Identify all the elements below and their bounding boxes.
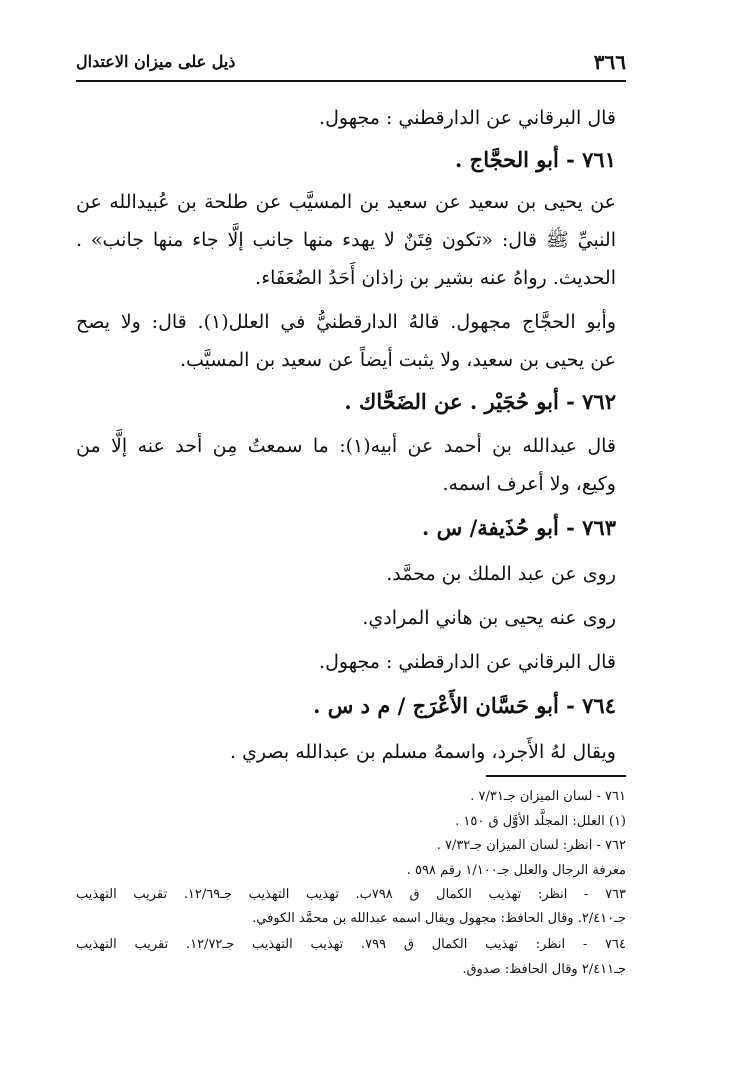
text-line: قال البرقاني عن الدارقطني : مجهول. — [319, 107, 616, 129]
text-line: وكيع، ولا أعرف اسمه. — [442, 473, 616, 495]
text-line: وأبو الحجَّاج مجهول. قالهُ الدارقطنيُّ في العلل(١). قال: ولا يصح — [76, 311, 616, 333]
footnote-line: ٧٦٢ - انظر: لسان الميزان جـ٧/٣٢ . — [436, 838, 626, 853]
text-line: الحديث. رواهُ عنه بشير بن زاذان أَحَدُ الضُعَفَاء. — [255, 267, 616, 289]
footnote-line: (١) العلل: المجلَّد الأوَّل ق ١٥٠ . — [455, 814, 626, 829]
main-text — [76, 99, 616, 771]
footnote-line: جـ٢/٤١٠. وقال الحافظ: مجهول ويقال اسمه عبدالله بن محمَّد الكوفي. — [252, 911, 626, 926]
page-header — [76, 46, 626, 82]
text-line: قال البرقاني عن الدارقطني : مجهول. — [319, 651, 616, 673]
text-line: روى عن عبد الملك بن محمَّد. — [386, 563, 616, 585]
text-line: النبيِّ ﷺ قال: «تكون فِتَنٌ لا يهدء منها جانب إلَّا جاء منها جانب» . — [76, 229, 616, 251]
text-line: ويقال لهُ الأَجرد، واسمهُ مسلم بن عبدالله بصري . — [229, 741, 616, 763]
page-number: ٣٦٦ — [593, 50, 626, 74]
footnote-line: معرفة الرجال والعلل جـ١/١٠٠ رقم ٥٩٨ . — [406, 863, 626, 878]
running-title: ذيل على ميزان الاعتدال — [76, 52, 236, 71]
text-line: عن يحيى بن سعيد، ولا يثبت أيضاً عن سعيد بن المسيَّب. — [179, 349, 616, 371]
entry-764-title: ٧٦٤ - أبو حَسَّان الأَعْرَج / م د س . — [313, 693, 616, 718]
footnote-line: ٧٦١ - لسان الميزان جـ٧/٣١ . — [470, 789, 626, 804]
footnote-line: جـ٢/٤١١ وقال الحافظ: صدوق. — [462, 962, 626, 977]
text-line: روى عنه يحيى بن هاني المرادي. — [362, 607, 616, 629]
text-line: قال عبدالله بن أحمد عن أبيه(١): ما سمعتُ مِن أحد عنه إلَّا من — [76, 435, 616, 457]
entry-762-title: ٧٦٢ - أبو حُجَيْر . عن الضَحَّاك . — [344, 389, 616, 414]
text-line: عن يحيى بن سعيد عن سعيد بن المسيَّب عن طلحة بن عُبيدالله عن — [76, 191, 616, 213]
footnote-line: ٧٦٤ - انظر: تهذيب الكمال ق ٧٩٩. تهذيب التهذيب جـ١٢/٧٢. تقريب التهذيب — [76, 937, 626, 952]
entry-761-title: ٧٦١ - أبو الحجَّاج . — [455, 147, 616, 172]
footnote-separator — [486, 775, 626, 777]
entry-763-title: ٧٦٣ - أبو حُذَيفة/ س . — [422, 515, 616, 540]
footnote-line: ٧٦٣ - انظر: تهذيب الكمال ق ٧٩٨ب. تهذيب التهذيب جـ١٢/٦٩. تقريب التهذيب — [76, 887, 627, 902]
